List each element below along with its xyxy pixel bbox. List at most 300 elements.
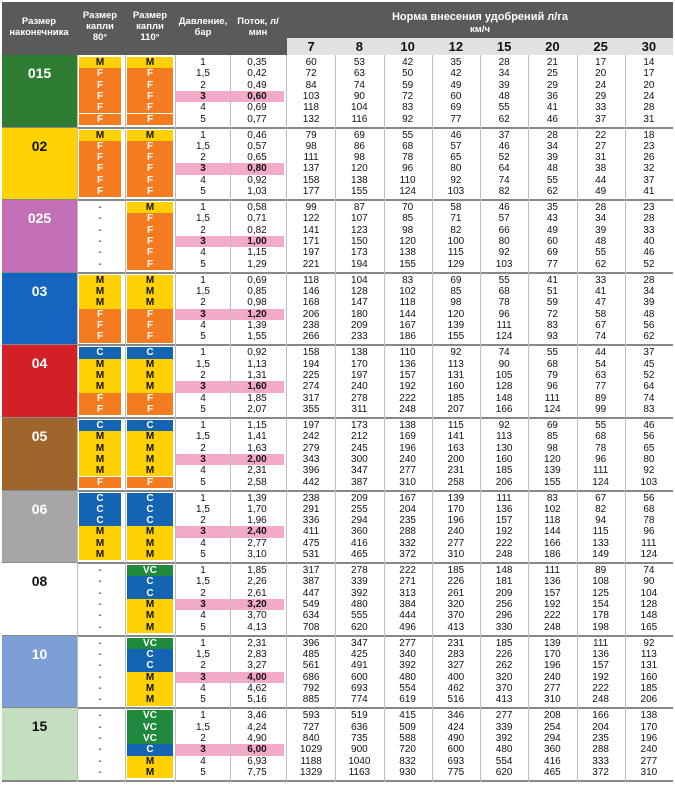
rate-value: 54 <box>595 358 607 370</box>
rate-value: 200 <box>447 453 465 465</box>
rate-value: 516 <box>447 694 465 706</box>
pressure-value: 1 <box>200 420 206 431</box>
rate-value: 23 <box>643 140 655 152</box>
pressure-value: 4 <box>200 537 206 549</box>
drop-size-110: M <box>127 381 173 392</box>
rate-value: 50 <box>402 68 414 80</box>
rate-value: 277 <box>399 465 416 477</box>
drop-size-110: M <box>127 431 173 442</box>
drop-size-110: M <box>127 286 173 297</box>
rate-value: 77 <box>546 258 558 270</box>
rate-value: 447 <box>302 587 320 599</box>
rate-value: 158 <box>302 347 320 359</box>
rate-value: 277 <box>640 755 658 767</box>
pressure-value: 1,5 <box>196 576 210 588</box>
rate-value: 72 <box>546 308 558 320</box>
drop-size-80: - <box>98 660 102 672</box>
rate-value: 104 <box>640 587 658 599</box>
rate-value: 69 <box>353 129 365 141</box>
rate-value: 294 <box>351 515 368 527</box>
rate-value: 82 <box>595 503 607 515</box>
rate-value: 78 <box>402 152 414 164</box>
drop-size-110: F <box>127 259 173 270</box>
rate-value: 28 <box>643 102 655 114</box>
rate-value: 77 <box>450 113 462 125</box>
rate-value: 96 <box>643 526 655 538</box>
rate-value: 194 <box>302 358 320 370</box>
rate-value: 20 <box>595 68 607 80</box>
drop-size-80: - <box>98 236 102 248</box>
pressure-value: 3 <box>200 381 206 393</box>
rate-value: 238 <box>302 492 320 504</box>
rate-value: 92 <box>498 247 510 259</box>
nozzle-size-label: 025 <box>2 200 77 272</box>
speed-header-30: 30 <box>641 39 657 54</box>
rate-value: 347 <box>351 637 368 649</box>
rate-value: 519 <box>351 710 368 722</box>
flow-value: 0,71 <box>247 213 267 225</box>
drop-size-80: M <box>79 370 121 381</box>
drop-size-110: M <box>127 767 173 778</box>
drop-size-110: M <box>127 694 173 705</box>
rate-value: 37 <box>643 174 655 186</box>
rate-value: 347 <box>351 465 368 477</box>
rate-value: 34 <box>643 286 655 298</box>
rate-value: 317 <box>302 392 320 404</box>
rate-value: 60 <box>305 57 317 68</box>
rate-value: 34 <box>595 213 607 225</box>
flow-value: 3,20 <box>247 599 267 611</box>
rate-value: 206 <box>302 308 320 320</box>
drop-size-80: F <box>79 404 121 415</box>
rate-value: 266 <box>302 331 320 343</box>
rate-value: 197 <box>302 420 320 431</box>
drop-size-110: M <box>127 622 173 633</box>
drop-size-110: F <box>127 247 173 258</box>
nozzle-group-015 <box>2 55 673 128</box>
rate-value: 37 <box>498 129 510 141</box>
flow-value: 2,07 <box>247 403 267 415</box>
rate-value: 131 <box>640 660 658 672</box>
rate-value: 115 <box>447 420 464 431</box>
nozzle-group-03 <box>2 273 673 346</box>
rate-value: 294 <box>544 732 561 744</box>
rate-value: 720 <box>399 744 416 756</box>
rate-value: 69 <box>546 247 558 259</box>
pressure-value: 1 <box>200 274 206 286</box>
rate-value: 1040 <box>348 755 371 767</box>
drop-size-80: M <box>79 465 121 476</box>
rate-value: 116 <box>351 113 368 125</box>
rate-value: 222 <box>399 392 416 404</box>
flow-value: 1,41 <box>247 431 267 443</box>
pressure-value: 1 <box>200 202 206 214</box>
rate-value: 185 <box>495 637 513 649</box>
flow-value: 1,20 <box>247 308 267 320</box>
drop-size-80: - <box>98 637 102 649</box>
pressure-value: 1,5 <box>196 431 210 443</box>
rate-value: 122 <box>302 213 320 225</box>
rate-value: 104 <box>351 102 368 114</box>
rate-value: 636 <box>351 721 368 733</box>
rate-value: 120 <box>544 453 561 465</box>
rate-value: 68 <box>546 358 558 370</box>
rate-value: 89 <box>595 392 607 404</box>
rate-value: 85 <box>402 213 414 225</box>
flow-value: 3,46 <box>247 710 267 722</box>
rate-value: 196 <box>640 732 658 744</box>
rate-value: 52 <box>643 258 655 270</box>
rate-value: 98 <box>450 297 462 309</box>
rate-value: 465 <box>544 766 561 778</box>
rate-value: 17 <box>595 57 607 68</box>
rate-value: 392 <box>351 587 368 599</box>
rate-value: 82 <box>450 224 462 236</box>
pressure-value: 5 <box>200 694 206 706</box>
rate-value: 278 <box>351 392 368 404</box>
rate-value: 634 <box>302 610 320 622</box>
rate-value: 196 <box>399 442 416 454</box>
drop-size-110: F <box>127 213 173 224</box>
nozzle-group-025 <box>2 200 673 273</box>
rate-value: 138 <box>640 710 658 722</box>
drop-size-80: M <box>79 275 121 286</box>
rate-value: 148 <box>495 565 513 577</box>
rate-value: 1329 <box>300 766 323 778</box>
drop-size-110: F <box>127 393 173 404</box>
drop-size-110: M <box>127 275 173 286</box>
rate-value: 310 <box>447 549 465 561</box>
pressure-value: 2 <box>200 297 206 309</box>
rate-value: 138 <box>399 247 416 259</box>
pressure-value: 5 <box>200 113 206 125</box>
rate-value: 129 <box>447 258 465 270</box>
rate-value: 92 <box>498 420 510 431</box>
speed-header-7: 7 <box>307 39 315 54</box>
rate-value: 57 <box>450 140 462 152</box>
rate-value: 103 <box>447 186 465 198</box>
rate-value: 78 <box>498 297 510 309</box>
rate-value: 167 <box>399 319 416 331</box>
rate-value: 96 <box>498 308 510 320</box>
drop-size-80: F <box>79 80 121 91</box>
flow-value: 2,00 <box>247 453 267 465</box>
rate-value: 693 <box>447 755 465 767</box>
rate-value: 620 <box>351 621 368 633</box>
nozzle-size-label: 08 <box>2 563 77 635</box>
flow-value: 2,77 <box>247 537 267 549</box>
rate-value: 39 <box>546 152 558 164</box>
rate-value: 42 <box>450 68 462 80</box>
drop-size-110: F <box>127 309 173 320</box>
rate-value: 225 <box>302 369 320 381</box>
column-divider <box>432 55 433 782</box>
nozzle-group-06 <box>2 491 673 564</box>
rate-value: 35 <box>450 57 462 68</box>
pressure-value: 2 <box>200 515 206 527</box>
rate-value: 150 <box>351 236 368 248</box>
flow-value: 0,92 <box>247 174 267 186</box>
rate-value: 98 <box>546 442 558 454</box>
rate-value: 209 <box>495 587 513 599</box>
rate-value: 69 <box>450 274 462 286</box>
drop-size-80: C <box>79 347 121 358</box>
rate-value: 62 <box>498 113 510 125</box>
pressure-value: 3 <box>200 744 206 756</box>
rate-value: 271 <box>399 576 416 588</box>
rate-value: 155 <box>544 476 561 488</box>
rate-value: 46 <box>450 129 462 141</box>
rate-value: 208 <box>544 710 561 722</box>
rate-value: 29 <box>546 79 558 91</box>
rate-value: 58 <box>450 202 462 214</box>
rate-value: 554 <box>399 682 416 694</box>
rate-value: 83 <box>402 102 414 114</box>
pressure-value: 5 <box>200 476 206 488</box>
rate-value: 38 <box>595 163 607 175</box>
drop-size-80: C <box>79 493 121 504</box>
rate-value: 233 <box>351 331 368 343</box>
flow-value: 2,58 <box>247 476 267 488</box>
rate-value: 177 <box>302 186 320 198</box>
flow-value: 0,35 <box>247 57 267 68</box>
rate-value: 124 <box>592 476 609 488</box>
rate-value: 462 <box>447 682 465 694</box>
pressure-value: 1 <box>200 565 206 577</box>
rate-value: 28 <box>546 129 558 141</box>
rate-value: 29 <box>595 90 607 102</box>
pressure-value: 5 <box>200 621 206 633</box>
rate-value: 111 <box>544 565 560 577</box>
rate-value: 92 <box>643 637 655 649</box>
header-drop-size-80: Размер капли 80° <box>82 10 118 43</box>
nozzle-group-15 <box>2 708 673 781</box>
drop-size-110: C <box>127 504 173 515</box>
rate-value: 168 <box>302 297 320 309</box>
flow-value: 6,93 <box>247 755 267 767</box>
rate-value: 124 <box>640 549 658 561</box>
rate-value: 124 <box>399 186 416 198</box>
rate-value: 90 <box>498 358 510 370</box>
drop-size-110: M <box>127 202 173 213</box>
speed-header-12: 12 <box>448 39 464 54</box>
drop-size-110: F <box>127 163 173 174</box>
rate-value: 480 <box>399 671 416 683</box>
pressure-value: 1 <box>200 492 206 504</box>
drop-size-110: F <box>127 152 173 163</box>
drop-size-110: M <box>127 683 173 694</box>
rate-value: 475 <box>302 537 320 549</box>
rate-value: 74 <box>353 79 365 91</box>
rate-value: 372 <box>399 549 416 561</box>
flow-value: 0,46 <box>247 129 267 141</box>
rate-value: 66 <box>498 224 510 236</box>
rate-value: 258 <box>447 476 465 488</box>
pressure-value: 5 <box>200 403 206 415</box>
drop-size-110: M <box>127 443 173 454</box>
rate-value: 27 <box>595 140 607 152</box>
drop-size-80: - <box>98 721 102 733</box>
rate-value: 245 <box>351 442 368 454</box>
rate-value: 77 <box>595 381 607 393</box>
rate-value: 160 <box>447 381 465 393</box>
flow-value: 1,63 <box>247 442 267 454</box>
rate-value: 327 <box>447 660 465 672</box>
rate-value: 197 <box>302 247 320 259</box>
rate-value: 310 <box>640 766 658 778</box>
flow-value: 1,60 <box>247 381 267 393</box>
rate-value: 124 <box>544 403 561 415</box>
rate-value: 25 <box>546 68 558 80</box>
rate-value: 139 <box>544 637 561 649</box>
rate-value: 248 <box>544 621 561 633</box>
rate-value: 832 <box>399 755 416 767</box>
rate-value: 396 <box>302 637 320 649</box>
drop-size-80: F <box>79 152 121 163</box>
pressure-value: 5 <box>200 766 206 778</box>
pressure-value: 5 <box>200 331 206 343</box>
drop-size-110: VC <box>127 710 173 721</box>
drop-size-110: F <box>127 114 173 125</box>
rate-value: 26 <box>643 152 655 164</box>
flow-value: 2,31 <box>247 637 267 649</box>
pressure-value: 4 <box>200 610 206 622</box>
rate-value: 708 <box>302 621 320 633</box>
flow-value: 2,83 <box>247 649 267 661</box>
rate-value: 43 <box>546 213 558 225</box>
rate-value: 157 <box>495 515 513 527</box>
drop-size-80: C <box>79 515 121 526</box>
rate-value: 480 <box>351 599 368 611</box>
speed-header-8: 8 <box>355 39 363 54</box>
rate-value: 141 <box>447 431 465 443</box>
rate-value: 32 <box>643 163 655 175</box>
rate-value: 83 <box>546 492 558 504</box>
rate-value: 46 <box>498 202 510 214</box>
rate-value: 163 <box>447 442 465 454</box>
rate-value: 686 <box>302 671 320 683</box>
drop-size-80: - <box>98 766 102 778</box>
drop-size-110: M <box>127 454 173 465</box>
rate-value: 424 <box>447 721 465 733</box>
drop-size-110: F <box>127 68 173 79</box>
pressure-value: 2 <box>200 152 206 164</box>
rate-value: 274 <box>302 381 320 393</box>
rate-value: 42 <box>402 57 414 68</box>
rate-value: 300 <box>351 453 368 465</box>
flow-value: 0,77 <box>247 113 267 125</box>
rate-value: 24 <box>595 79 607 91</box>
rate-value: 99 <box>595 403 607 415</box>
drop-size-80: F <box>79 102 121 113</box>
rate-value: 209 <box>351 492 368 504</box>
column-divider <box>77 55 78 782</box>
flow-value: 0,49 <box>247 79 267 91</box>
rate-value: 333 <box>592 755 609 767</box>
rate-value: 128 <box>640 599 658 611</box>
rate-value: 55 <box>546 347 558 359</box>
rate-value: 136 <box>592 649 609 661</box>
rate-value: 1188 <box>300 755 322 767</box>
drop-size-80: F <box>79 163 121 174</box>
flow-value: 4,62 <box>247 682 267 694</box>
flow-value: 1,13 <box>247 358 267 370</box>
rate-value: 74 <box>595 331 607 343</box>
header-flow: Поток, л/мин <box>237 16 279 38</box>
rate-value: 52 <box>498 152 510 164</box>
drop-size-110: F <box>127 236 173 247</box>
rate-value: 240 <box>351 381 368 393</box>
rate-value: 68 <box>595 431 607 443</box>
rate-value: 71 <box>450 213 462 225</box>
nozzle-size-label: 10 <box>2 636 77 708</box>
rate-value: 141 <box>302 224 320 236</box>
group-divider <box>2 780 673 782</box>
rate-value: 94 <box>595 515 607 527</box>
rate-value: 96 <box>546 381 558 393</box>
pressure-value: 4 <box>200 174 206 186</box>
rate-value: 169 <box>399 431 416 443</box>
rate-value: 79 <box>546 369 558 381</box>
rate-value: 96 <box>595 453 607 465</box>
rate-value: 46 <box>546 113 558 125</box>
drop-size-80: M <box>79 286 121 297</box>
nozzle-size-label: 06 <box>2 491 77 563</box>
rate-value: 48 <box>498 90 510 102</box>
rate-value: 80 <box>450 163 462 175</box>
rate-value: 111 <box>641 537 657 549</box>
rate-value: 384 <box>399 599 416 611</box>
flow-value: 1,70 <box>247 503 267 515</box>
rate-value: 248 <box>592 694 609 706</box>
rate-value: 69 <box>546 420 558 431</box>
rate-value: 185 <box>447 392 465 404</box>
rate-value: 85 <box>450 286 462 298</box>
rate-value: 139 <box>447 319 465 331</box>
flow-value: 0,82 <box>247 224 267 236</box>
rate-value: 68 <box>643 503 655 515</box>
rate-value: 166 <box>592 710 609 722</box>
column-divider <box>175 55 176 782</box>
flow-value: 3,10 <box>247 549 267 561</box>
drop-size-80: - <box>98 744 102 756</box>
rate-value: 57 <box>498 213 510 225</box>
rate-value: 98 <box>353 152 365 164</box>
rate-value: 392 <box>399 660 416 672</box>
drop-size-110: F <box>127 80 173 91</box>
rate-value: 28 <box>498 57 510 68</box>
drop-size-80: - <box>98 258 102 270</box>
rate-value: 588 <box>399 732 416 744</box>
nozzle-application-rate-table <box>2 2 673 782</box>
drop-size-80: F <box>79 477 121 488</box>
rate-value: 28 <box>643 274 655 286</box>
rate-value: 22 <box>595 129 607 141</box>
rate-value: 226 <box>495 649 513 661</box>
nozzle-size-label: 02 <box>2 128 77 200</box>
rate-value: 49 <box>546 224 558 236</box>
drop-size-110: F <box>127 141 173 152</box>
flow-value: 4,13 <box>247 621 267 633</box>
drop-size-80: - <box>98 732 102 744</box>
rate-value: 74 <box>498 174 510 186</box>
rate-value: 82 <box>498 186 510 198</box>
rate-value: 41 <box>546 274 558 286</box>
rate-value: 226 <box>447 576 465 588</box>
pressure-value: 1 <box>200 347 206 359</box>
pressure-value: 2 <box>200 442 206 454</box>
nozzle-group-08 <box>2 563 673 636</box>
